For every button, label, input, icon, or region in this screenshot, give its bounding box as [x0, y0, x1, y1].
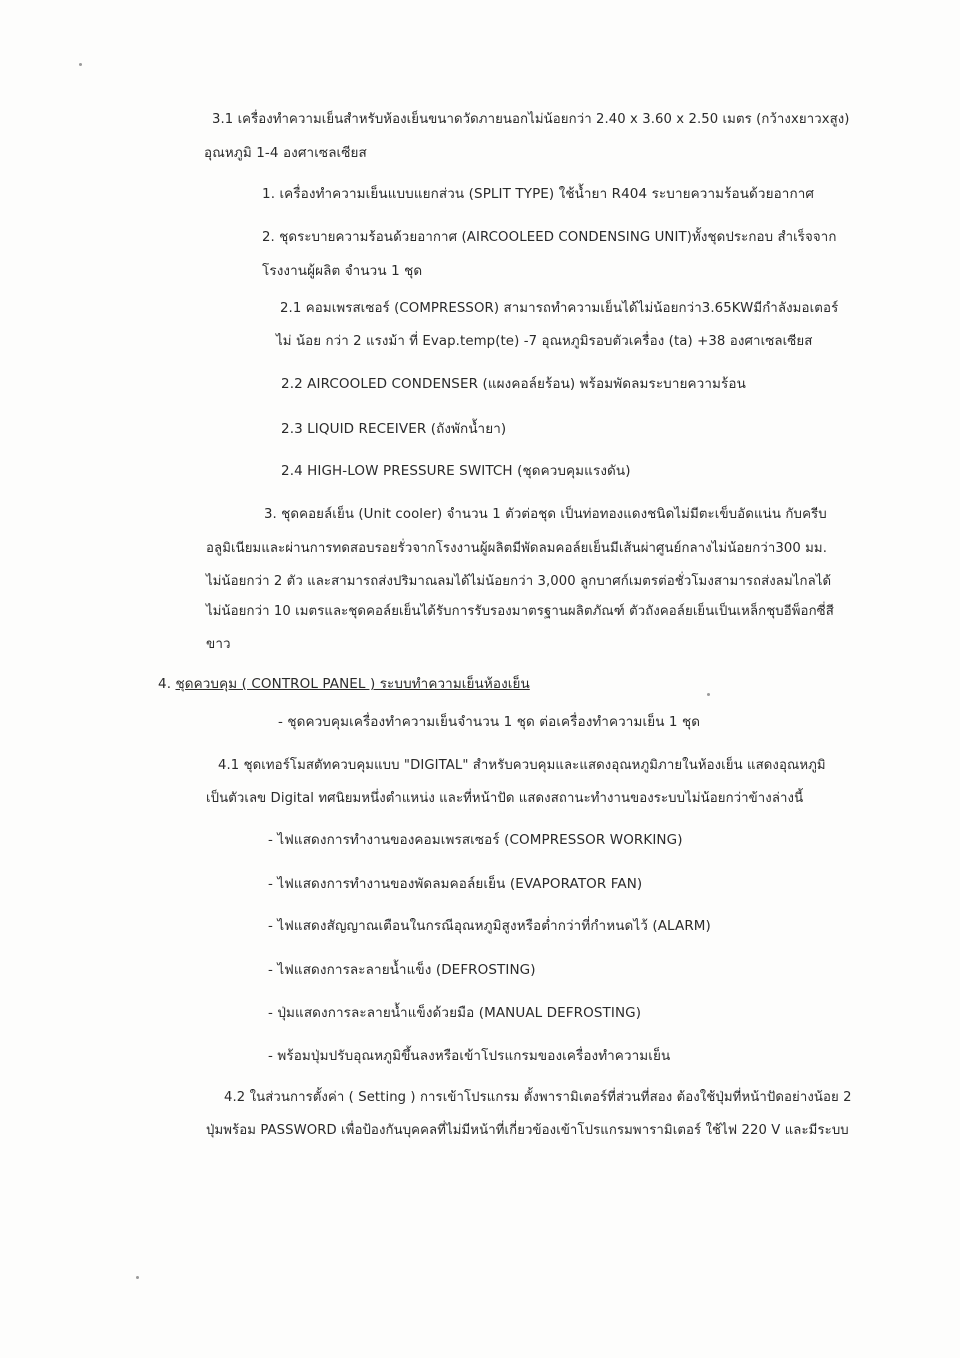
bullet-alarm: - ไฟแสดงสัญญาณเตือนในกรณีอุณหภูมิสูงหรือต่ำกว่าที่กำหนดไว้ (ALARM): [268, 918, 711, 934]
scan-speck: [136, 1276, 139, 1279]
item-3-line-2: อลูมิเนียมและผ่านการทดสอบรอยรั่วจากโรงงานผู้ผลิตมีพัดลมคอล์ยเย็นมีเส้นผ่าศูนย์กลางไม่น้อยกว่า300 มม.: [206, 541, 827, 556]
item-2-1-line-1: 2.1 คอมเพรสเซอร์ (COMPRESSOR) สามารถทำความเย็นได้ไม่น้อยกว่า3.65KWมีกำลังมอเตอร์: [280, 301, 839, 316]
section-3-1-line-2: อุณหภูมิ 1-4 องศาเซลเซียส: [204, 145, 367, 161]
item-1: 1. เครื่องทำความเย็นแบบแยกส่วน (SPLIT TYPE) ใช้น้ำยา R404 ระบายความร้อนด้วยอากาศ: [262, 186, 815, 202]
scan-speck: [707, 693, 710, 696]
item-2-line-1: 2. ชุดระบายความร้อนด้วยอากาศ (AIRCOOLEED CONDENSING UNIT)ทั้งชุดประกอบ สำเร็จจาก: [262, 230, 837, 245]
bullet-temperature-buttons: - พร้อมปุ่มปรับอุณหภูมิขึ้นลงหรือเข้าโปรแกรมของเครื่องทำความเย็น: [268, 1048, 671, 1064]
item-3-line-4: ไม่น้อยกว่า 10 เมตรและชุดคอล์ยเย็นได้รับการรับรองมาตรฐานผลิตภัณฑ์ ตัวถังคอล์ยเย็นเป็นเหล็กชุบอีพ็อกซี่สี: [206, 604, 834, 619]
section-4-1-line-1: 4.1 ชุดเทอร์โมสตัทควบคุมแบบ "DIGITAL" สำหรับควบคุมและแสดงอุณหภูมิภายในห้องเย็น แสดงอุณหภูมิ: [218, 758, 826, 773]
bullet-evaporator-fan: - ไฟแสดงการทำงานของพัดลมคอล์ยเย็น (EVAPORATOR FAN): [268, 876, 643, 892]
section-4-heading-line: [158, 674, 530, 694]
bullet-compressor-working: - ไฟแสดงการทำงานของคอมเพรสเซอร์ (COMPRESSOR WORKING): [268, 832, 683, 848]
bullet-defrosting: - ไฟแสดงการละลายน้ำแข็ง (DEFROSTING): [268, 962, 536, 978]
section-4-heading: ชุดควบคุม ( CONTROL PANEL ) ระบบทำความเย็นห้องเย็น: [175, 676, 530, 692]
item-2-4: 2.4 HIGH-LOW PRESSURE SWITCH (ชุดควบคุมแรงดัน): [281, 463, 631, 479]
item-3-line-1: 3. ชุดคอยล์เย็น (Unit cooler) จำนวน 1 ตัวต่อชุด เป็นท่อทองแดงชนิดไม่มีตะเข็บอัดแน่น กับครีบ: [264, 507, 827, 522]
item-3-line-3: ไม่น้อยกว่า 2 ตัว และสามารถส่งปริมาณลมได้ไม่น้อยกว่า 3,000 ลูกบาศก์เมตรต่อชั่วโมงสามารถส่งลมไกลได้: [206, 574, 832, 589]
item-2-line-2: โรงงานผู้ผลิต จำนวน 1 ชุด: [262, 263, 423, 279]
item-3-line-5: ขาว: [206, 636, 231, 652]
section-4-2-line-1: 4.2 ในส่วนการตั้งค่า ( Setting ) การเข้าโปรแกรม ตั้งพารามิเตอร์ที่ส่วนที่สอง ต้องใช้ปุ่มที่หน้าปัดอย่างน้อย 2: [224, 1090, 852, 1105]
scan-speck: [79, 63, 82, 66]
section-4-number: 4.: [158, 676, 176, 692]
item-2-1-line-2: ไม่ น้อย กว่า 2 แรงม้า ที่ Evap.temp(te) -7 อุณหภูมิรอบตัวเครื่อง (ta) +38 องศาเซลเซียส: [276, 334, 813, 349]
bullet-manual-defrosting: - ปุ่มแสดงการละลายน้ำแข็งด้วยมือ (MANUAL DEFROSTING): [268, 1005, 642, 1021]
section-3-1-line-1: 3.1 เครื่องทำความเย็นสำหรับห้องเย็นขนาดวัดภายนอกไม่น้อยกว่า 2.40 x 3.60 x 2.50 เมตร (กว้างxยาวxสูง): [212, 112, 850, 127]
item-2-3: 2.3 LIQUID RECEIVER (ถังพักน้ำยา): [281, 421, 507, 437]
section-4-subline: - ชุดควบคุมเครื่องทำความเย็นจำนวน 1 ชุด ต่อเครื่องทำความเย็น 1 ชุด: [278, 714, 701, 730]
section-4-1-line-2: เป็นตัวเลข Digital ทศนิยมหนึ่งตำแหน่ง และที่หน้าปัด แสดงสถานะทำงานของระบบไม่น้อยกว่าข้างล่างนี้: [206, 791, 804, 806]
section-4-2-line-2: ปุ่มพร้อม PASSWORD เพื่อป้องกันบุคคลที่ไม่มีหน้าที่เกี่ยวข้องเข้าโปรแกรมพารามิเตอร์ ใช้ไฟ 220 V และมีระบบ: [206, 1123, 849, 1138]
item-2-2: 2.2 AIRCOOLED CONDENSER (แผงคอล์ยร้อน) พร้อมพัดลมระบายความร้อน: [281, 376, 746, 392]
